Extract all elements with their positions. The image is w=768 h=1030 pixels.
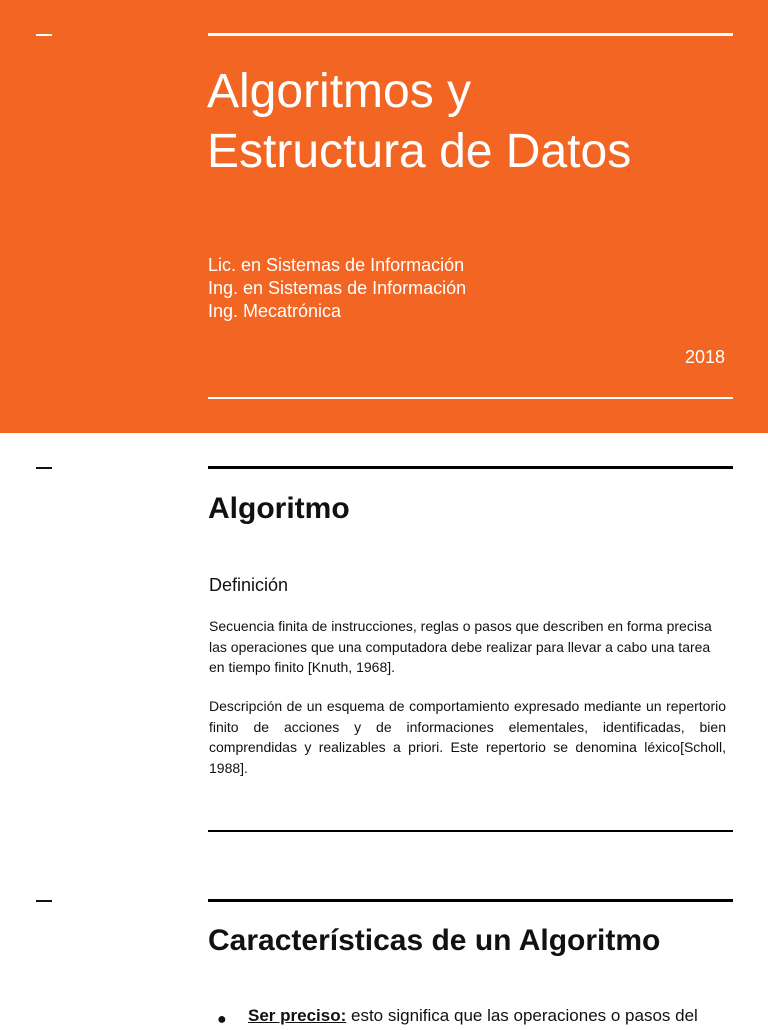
characteristics-list (0, 1004, 768, 1030)
title-slide (0, 0, 768, 433)
title-line-2: Estructura de Datos (207, 125, 632, 178)
program-list (208, 254, 466, 323)
slide-heading: Algoritmo (208, 492, 350, 525)
year-label: 2018 (684, 347, 725, 367)
presentation-title (207, 62, 747, 182)
bottom-divider (208, 397, 733, 399)
title-line-1: Algoritmos y (207, 65, 472, 118)
slide-marker-dash (36, 900, 52, 902)
top-divider (208, 899, 733, 902)
program-item: Ing. en Sistemas de Información (208, 278, 467, 298)
slide-marker-dash (36, 34, 52, 36)
bullet-icon: ● (217, 1011, 227, 1028)
characteristics-heading: Características de un Algoritmo (208, 924, 661, 957)
top-divider (208, 466, 733, 469)
definition-paragraph-knuth: Secuencia finita de instrucciones, reglas o pasos que describen en forma precisa las operaciones que una computadora debe realizar para llevar a cabo una tarea en tiempo finito [Knuth, 1968]. (209, 618, 712, 676)
bottom-divider (208, 830, 733, 832)
program-item: Ing. Mecatrónica (208, 301, 342, 321)
definition-paragraph-scholl: Descripción de un esquema de comportamiento expresado mediante un repertorio finito de acciones y de informaciones elementales, identificadas, bien comprendidas y realizables a priori. Este repertorio se denomina léxico[Scholl, 1988]. (209, 698, 726, 776)
list-item (0, 1004, 768, 1030)
definition-subheading: Definición (209, 575, 289, 595)
program-item: Lic. en Sistemas de Información (208, 255, 465, 275)
slide-marker-dash (36, 467, 52, 469)
top-divider (208, 33, 733, 36)
list-item-term: Ser preciso: (248, 1006, 347, 1025)
list-item-text (248, 1004, 738, 1028)
list-item-description: esto significa que las operaciones o pasos del (346, 1006, 698, 1025)
